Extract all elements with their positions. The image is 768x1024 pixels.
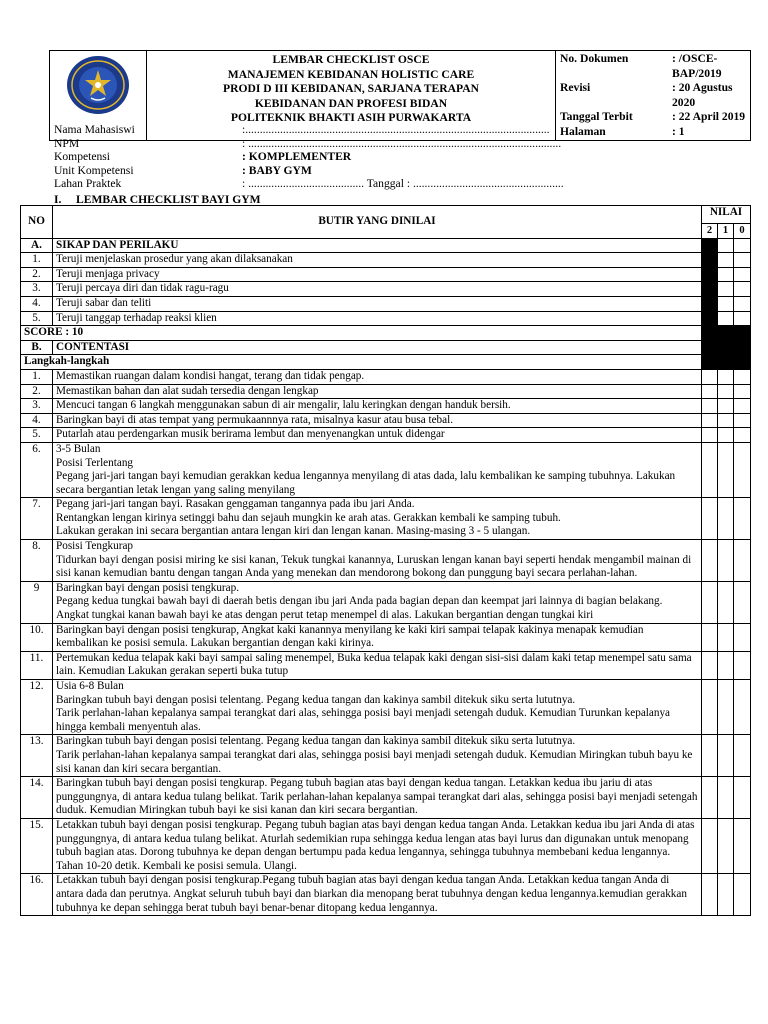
row-criterion: Baringkan bayi dengan posisi tengkurap, Angkat kaki kanannya menyilang ke kaki kiri sampai telapak kakinya menapak kemudian kembalikan ke posisi semula. Lakukan bergantian dengan kaki kirinya. (53, 623, 702, 651)
score-checkbox[interactable] (718, 384, 734, 399)
row-number: 2. (21, 267, 53, 282)
score-checkbox[interactable] (734, 651, 751, 679)
title-line-2: MANAJEMEN KEBIDANAN HOLISTIC CARE (227, 67, 475, 81)
row-number: 11. (21, 651, 53, 679)
score-checkbox[interactable] (702, 818, 718, 873)
table-row (21, 428, 751, 443)
table-row (21, 735, 751, 777)
row-criterion: Teruji tanggap terhadap reaksi klien (53, 311, 702, 326)
score-checkbox[interactable] (718, 399, 734, 414)
meta-label-halaman: Halaman (560, 124, 606, 138)
score-cell-shaded (702, 253, 718, 268)
score-checkbox[interactable] (702, 428, 718, 443)
row-criterion: Teruji sabar dan teliti (53, 296, 702, 311)
row-number: 16. (21, 874, 53, 916)
score-checkbox[interactable] (734, 498, 751, 540)
table-row (21, 413, 751, 428)
table-row (21, 282, 751, 297)
score-checkbox[interactable] (734, 253, 751, 268)
score-cell-shaded (702, 282, 718, 297)
row-number: 1. (21, 253, 53, 268)
score-checkbox[interactable] (718, 267, 734, 282)
score-checkbox[interactable] (702, 384, 718, 399)
meta-value-dokumen: : /OSCE-BAP/2019 (672, 52, 722, 80)
score-cell-empty (734, 238, 751, 253)
row-number: 12. (21, 680, 53, 735)
score-checkbox[interactable] (702, 651, 718, 679)
field-nama[interactable]: :......................................................................................................... (242, 123, 550, 136)
score-checkbox[interactable] (734, 369, 751, 384)
score-checkbox[interactable] (702, 680, 718, 735)
label-unit-kompetensi: Unit Kompetensi (54, 163, 134, 177)
score-checkbox[interactable] (718, 498, 734, 540)
score-cell-shaded (702, 355, 718, 370)
score-a-total: SCORE : 10 (21, 326, 702, 341)
score-cell-shaded (702, 238, 718, 253)
row-number: 3. (21, 282, 53, 297)
score-checkbox[interactable] (718, 296, 734, 311)
section-label: LEMBAR CHECKLIST BAYI GYM (76, 193, 261, 206)
col-header-no: NO (21, 206, 53, 239)
score-checkbox[interactable] (702, 442, 718, 497)
row-number: 6. (21, 442, 53, 497)
score-checkbox[interactable] (734, 735, 751, 777)
title-line-3: PRODI D III KEBIDANAN, SARJANA TERAPAN (223, 82, 479, 96)
score-cell-shaded (718, 355, 734, 370)
score-cell-shaded (702, 311, 718, 326)
score-checkbox[interactable] (718, 680, 734, 735)
table-row (21, 818, 751, 873)
col-header-nilai: NILAI (702, 206, 751, 224)
score-checkbox[interactable] (734, 540, 751, 582)
row-number: 13. (21, 735, 53, 777)
row-number: 10. (21, 623, 53, 651)
score-checkbox[interactable] (702, 369, 718, 384)
row-criterion: Baringkan tubuh bayi dengan posisi tengkurap. Pegang tubuh bagian atas bayi dengan kedua tangan. Letakkan kedua ibu jariu di atas punggungnya, di antara kedua tulang belikat. Tarik perlahan-lahan kepalanya sampai terangkat dari alas, sehingga posisi bayi menjadi setengah duduk. Kemudian Miringkan tubuh bayi ke sisi kanan dan kiri secara bergantian. (53, 777, 702, 819)
institution-logo (65, 54, 131, 116)
row-criterion: Baringkan tubuh bayi dengan posisi telentang. Pegang kedua tangan dan kakinya sambil ditekuk siku serta lututnya. Tarik perlahan-lahan kepalanya sampai terangkat dari alas, sehingga posisi bayi menjadi setengah duduk. Kemudian Miringkan tubuh bayu ke sisi kanan dan kiri secara bergantian. (53, 735, 702, 777)
score-checkbox[interactable] (718, 311, 734, 326)
table-row (21, 540, 751, 582)
table-row (21, 777, 751, 819)
row-criterion: Teruji menjaga privacy (53, 267, 702, 282)
score-0-header: 0 (734, 224, 751, 239)
meta-value-revisi: : 20 Agustus 2020 (672, 81, 733, 109)
score-checkbox[interactable] (702, 399, 718, 414)
col-header-butir: BUTIR YANG DINILAI (53, 206, 702, 239)
row-number: 2. (21, 384, 53, 399)
score-checkbox[interactable] (734, 311, 751, 326)
score-checkbox[interactable] (734, 399, 751, 414)
row-number: 3. (21, 399, 53, 414)
score-checkbox[interactable] (734, 413, 751, 428)
score-checkbox[interactable] (718, 581, 734, 623)
score-checkbox[interactable] (718, 253, 734, 268)
row-number: 5. (21, 311, 53, 326)
score-checkbox[interactable] (702, 777, 718, 819)
score-checkbox[interactable] (734, 581, 751, 623)
row-criterion: Usia 6-8 Bulan Baringkan tubuh bayi dengan posisi telentang. Pegang kedua tangan dan kakinya sambil ditekuk siku serta lututnya. Tarik perlahan-lahan kepalanya sampai terangkat dari alas, sehingga posisi bayi menjadi setengah duduk. Kemudian Turunkan kepalanya hingga kembali menyentuh alas. (53, 680, 702, 735)
row-criterion: Posisi Tengkurap Tidurkan bayi dengan posisi miring ke sisi kanan, Tekuk tungkai kanannya, Luruskan lengan kanan bayi seperti hendak mengambil mainan di sisi kanan kemudian bantu dengan tangan Anda yang menekan dan mendorong bokong dan punggung bayi secara perlahan-lahan. (53, 540, 702, 582)
meta-label-dokumen: No. Dokumen (560, 52, 629, 65)
row-criterion: Baringkan bayi dengan posisi tengkurap. Pegang kedua tungkai bawah bayi di daerah betis dengan ibu jari Anda pada bagian depan dan keempat jari lainnya di bagian belakang. Angkat tungkai kanan bawah bayi ke atas dengan perut tetap menempel di alas. Lakukan bergantian dengan tungkai kiri (53, 581, 702, 623)
score-cell-shaded (734, 326, 751, 341)
table-row (21, 311, 751, 326)
score-checkbox[interactable] (718, 777, 734, 819)
row-number: 1. (21, 369, 53, 384)
section-a-no: A. (21, 238, 53, 253)
row-criterion: Pegang jari-jari tangan bayi. Rasakan genggaman tangannya pada ibu jari Anda. Rentangkan lengan kirinya setinggi bahu dan sejauh mungkin ke arah atas. Gerakkan kembali ke samping tubuh. Lakukan gerakan ini secara bergantian antara lengan kiri dan lengan kanan. Masing-masing 3 - 5 ulangan. (53, 498, 702, 540)
row-criterion: Teruji menjelaskan prosedur yang akan dilaksanakan (53, 253, 702, 268)
title-line-1: LEMBAR CHECKLIST OSCE (272, 53, 430, 66)
score-checkbox[interactable] (718, 369, 734, 384)
meta-label-revisi: Revisi (560, 81, 591, 95)
score-checkbox[interactable] (734, 296, 751, 311)
score-checkbox[interactable] (734, 384, 751, 399)
field-npm[interactable]: : ............................................................................................................ (242, 136, 562, 150)
label-npm: NPM (54, 136, 80, 150)
score-checkbox[interactable] (702, 413, 718, 428)
table-row (21, 253, 751, 268)
row-criterion: Putarlah atau perdengarkan musik berirama lembut dan menyenangkan untuk didengar (53, 428, 702, 443)
score-checkbox[interactable] (734, 777, 751, 819)
score-checkbox[interactable] (718, 651, 734, 679)
score-checkbox[interactable] (718, 442, 734, 497)
table-row (21, 442, 751, 497)
row-number: 4. (21, 413, 53, 428)
row-number: 7. (21, 498, 53, 540)
score-checkbox[interactable] (734, 874, 751, 916)
table-row (21, 581, 751, 623)
score-1-header: 1 (718, 224, 734, 239)
score-checkbox[interactable] (734, 428, 751, 443)
score-cell-shaded (734, 355, 751, 370)
row-criterion: Pertemukan kedua telapak kaki bayi sampai saling menempel, Buka kedua telapak kaki dengan sisi-sisi dalam kaki tetap menempel satu sama lain. Kemudian Lakukan gerakan seperti buka tutup (53, 651, 702, 679)
label-lahan-praktek: Lahan Praktek (54, 177, 122, 191)
score-checkbox[interactable] (718, 623, 734, 651)
row-criterion: Letakkan tubuh bayi dengan posisi tengkurap.Pegang tubuh bagian atas bayi dengan kedua tangan Anda. Letakkan kedua tangan Anda di antara dada dan perutnya. Angkat seluruh tubuh bayi dan biarkan dia menopang berat tubuhnya dengan kedua lengannya.kemudian gerakkan tubuhnya ke depan sehingga berat tubuh bayi benar-benar ditopang kedua lengannya. (53, 874, 702, 916)
row-criterion: Baringkan bayi di atas tempat yang permukaannnya rata, misalnya kasur atau busa tebal. (53, 413, 702, 428)
score-cell-shaded (734, 340, 751, 355)
table-row (21, 267, 751, 282)
score-checkbox[interactable] (734, 818, 751, 873)
score-cell-empty (718, 238, 734, 253)
title-line-5: POLITEKNIK BHAKTI ASIH PURWAKARTA (230, 111, 472, 125)
section-b-label: CONTENTASI (53, 340, 702, 355)
row-number: 15. (21, 818, 53, 873)
score-cell-shaded (718, 340, 734, 355)
score-checkbox[interactable] (702, 540, 718, 582)
score-checkbox[interactable] (734, 442, 751, 497)
checklist-table (20, 205, 751, 916)
value-kompetensi: : KOMPLEMENTER (242, 150, 352, 164)
row-number: 14. (21, 777, 53, 819)
score-checkbox[interactable] (702, 735, 718, 777)
row-number: 4. (21, 296, 53, 311)
title-line-4: KEBIDANAN DAN PROFESI BIDAN (254, 96, 448, 110)
label-kompetensi: Kompetensi (54, 150, 111, 164)
score-checkbox[interactable] (734, 623, 751, 651)
score-checkbox[interactable] (702, 498, 718, 540)
row-criterion: Memastikan bahan dan alat sudah tersedia dengan lengkap (53, 384, 702, 399)
score-checkbox[interactable] (702, 581, 718, 623)
score-2-header: 2 (702, 224, 718, 239)
score-checkbox[interactable] (718, 413, 734, 428)
meta-value-halaman: : 1 (672, 124, 685, 138)
score-checkbox[interactable] (734, 680, 751, 735)
row-criterion: Letakkan tubuh bayi dengan posisi tengkurap. Pegang tubuh bagian atas bayi dengan kedua tangan Anda. Letakkan kedua ibu jari Anda di atas punggungnya, di antara kedua tulang belikat. Aturlah sedemikian rupa sehingga kedua lengan atas bayi lurus dan digunakan untuk menopang tubuh bagian atas. Dorong tubuhnya ke depan dengan bertumpu pada kedua lengannya, sehingga tubuhnya membebani kedua lengannya. Tahan 10-20 detik. Kembali ke posisi semula. Ulangi. (53, 818, 702, 873)
value-unit-kompetensi: : BABY GYM (242, 163, 312, 177)
score-checkbox[interactable] (718, 540, 734, 582)
identity-block (54, 123, 654, 191)
meta-label-terbit: Tanggal Terbit (560, 110, 633, 124)
table-row (21, 384, 751, 399)
row-criterion: Teruji percaya diri dan tidak ragu-ragu (53, 282, 702, 297)
score-checkbox[interactable] (702, 623, 718, 651)
score-checkbox[interactable] (718, 735, 734, 777)
score-cell-shaded (702, 326, 718, 341)
score-checkbox[interactable] (718, 874, 734, 916)
score-cell-shaded (702, 267, 718, 282)
table-row (21, 296, 751, 311)
row-number: 8. (21, 540, 53, 582)
score-cell-shaded (702, 340, 718, 355)
table-row (21, 623, 751, 651)
section-a-label: SIKAP DAN PERILAKU (53, 238, 702, 253)
label-nama: Nama Mahasiswi (54, 123, 135, 136)
score-checkbox[interactable] (718, 282, 734, 297)
table-row (21, 680, 751, 735)
meta-value-terbit: : 22 April 2019 (672, 110, 746, 124)
table-row (21, 651, 751, 679)
score-checkbox[interactable] (718, 818, 734, 873)
row-criterion: Mencuci tangan 6 langkah menggunakan sabun di air mengalir, lalu keringkan dengan handuk bersih. (53, 399, 702, 414)
langkah-heading: Langkah-langkah (21, 355, 702, 370)
field-lahan-tanggal[interactable]: : ........................................ Tanggal : .................................................... (242, 177, 564, 191)
score-cell-shaded (702, 296, 718, 311)
table-row (21, 399, 751, 414)
row-number: 9 (21, 581, 53, 623)
score-checkbox[interactable] (702, 874, 718, 916)
row-number: 5. (21, 428, 53, 443)
score-cell-shaded (718, 326, 734, 341)
table-row (21, 369, 751, 384)
row-criterion: Memastikan ruangan dalam kondisi hangat, terang dan tidak pengap. (53, 369, 702, 384)
row-criterion: 3-5 Bulan Posisi Terlentang Pegang jari-jari tangan bayi kemudian gerakkan kedua lengannya menyilang di atas dada, lalu kembalikan ke samping tubuhnya. Lakukan secara bergantian letak lengan yang saling menyilang (53, 442, 702, 497)
section-b-no: B. (21, 340, 53, 355)
table-row (21, 498, 751, 540)
table-row (21, 874, 751, 916)
score-checkbox[interactable] (734, 282, 751, 297)
score-checkbox[interactable] (718, 428, 734, 443)
section-number: I. (54, 193, 62, 206)
score-checkbox[interactable] (734, 267, 751, 282)
